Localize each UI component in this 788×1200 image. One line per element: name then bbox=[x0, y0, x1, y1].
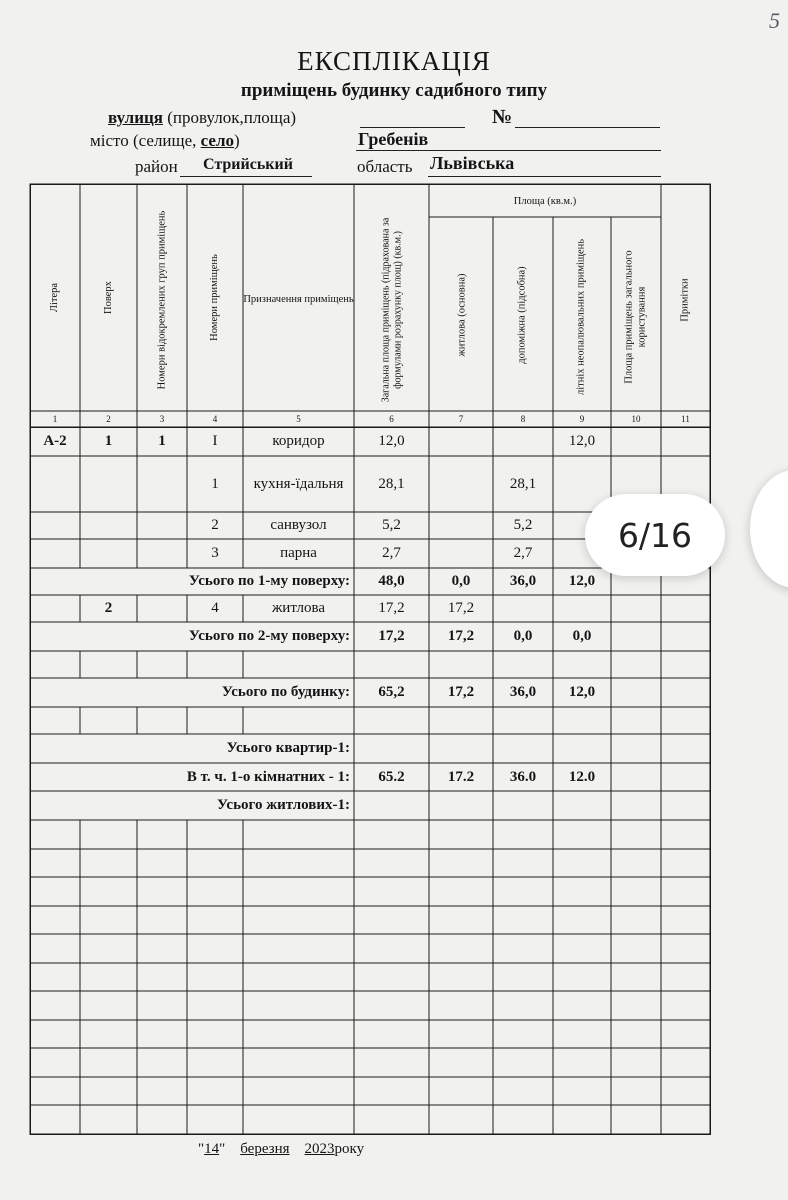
cell-purpose: парна bbox=[280, 545, 317, 561]
col-header-living: житлова (основна) bbox=[456, 273, 468, 357]
cell-aux-area: 28,1 bbox=[509, 475, 537, 492]
sum-house-aux: 36,0 bbox=[509, 684, 537, 700]
col-number: 7 bbox=[458, 414, 464, 424]
number-label: № bbox=[492, 106, 513, 128]
sum-house-total: 65,2 bbox=[378, 684, 405, 700]
cell-room: 2 bbox=[211, 517, 219, 533]
col-header-summer: літніх неопалювальних приміщень bbox=[575, 238, 587, 396]
cell-living-area: 17,2 bbox=[447, 600, 475, 616]
col-number: 10 bbox=[631, 414, 641, 424]
col-header-total-area: Загальна площа приміщень (підрахована за формулами розрахунку площ) (кв.м.) bbox=[380, 217, 404, 403]
col-number: 4 bbox=[212, 414, 218, 424]
cell-room: 1 bbox=[211, 475, 219, 492]
sum-floor2-aux: 0,0 bbox=[513, 628, 533, 644]
cell-purpose: коридор bbox=[272, 433, 325, 449]
sum-floor1-living: 0,0 bbox=[451, 573, 471, 589]
living-count-label: Усього житлових-1: bbox=[217, 797, 350, 813]
col-number: 11 bbox=[681, 414, 690, 424]
cell-total-area: 12,0 bbox=[378, 433, 405, 449]
cell-room: 3 bbox=[211, 545, 219, 561]
col-header-room-numbers: Номери приміщень bbox=[208, 254, 220, 341]
sum-floor2-total: 17,2 bbox=[378, 628, 405, 644]
cell-litera: А-2 bbox=[43, 433, 67, 449]
cell-purpose: житлова bbox=[271, 600, 326, 616]
cell-floor: 2 bbox=[104, 600, 113, 616]
district-value: Стрийський bbox=[203, 156, 293, 173]
cell-total-area: 28,1 bbox=[378, 475, 405, 492]
sum-house-label: Усього по будинку: bbox=[221, 684, 350, 700]
sum-floor2-living: 17,2 bbox=[447, 628, 475, 644]
cell-total-area: 17,2 bbox=[378, 600, 405, 616]
col-header-litera: Літера bbox=[48, 282, 60, 313]
sum-floor1-aux: 36,0 bbox=[509, 573, 537, 589]
city-value: Гребенів bbox=[358, 129, 429, 149]
sum-floor1-summer: 12,0 bbox=[568, 573, 596, 589]
cell-room: І bbox=[212, 433, 218, 449]
col-number: 9 bbox=[579, 414, 585, 424]
sum-floor1-total: 48,0 bbox=[378, 573, 405, 589]
one-room-total: 65.2 bbox=[378, 768, 405, 785]
col-number: 5 bbox=[296, 414, 301, 424]
sum-floor2-summer: 0,0 bbox=[572, 628, 592, 644]
doc-subtitle: приміщень будинку садибного типу bbox=[240, 80, 548, 101]
col-number: 8 bbox=[520, 414, 526, 424]
apartments-count-label: Усього квартир-1: bbox=[226, 740, 350, 756]
one-room-label: В т. ч. 1-о кімнатних - 1: bbox=[186, 768, 350, 785]
street-label: вулиця (провулок,площа) bbox=[108, 108, 297, 127]
document-date: "14" березня 2023року bbox=[198, 1141, 365, 1157]
sum-floor1-label: Усього по 1-му поверху: bbox=[188, 573, 350, 589]
col-header-area-group: Площа (кв.м.) bbox=[513, 195, 577, 207]
cell-room: 4 bbox=[211, 600, 219, 616]
city-label: місто (селище, село) bbox=[90, 131, 240, 150]
region-label: область bbox=[357, 157, 413, 176]
col-header-common-area: Площа приміщень загального користування bbox=[623, 250, 648, 384]
col-number: 6 bbox=[389, 414, 394, 424]
col-number: 1 bbox=[52, 414, 58, 424]
cell-aux-area: 5,2 bbox=[513, 517, 533, 533]
sum-floor2-label: Усього по 2-му поверху: bbox=[188, 628, 350, 644]
one-room-summer: 12.0 bbox=[568, 768, 596, 785]
cell-purpose: кухня-їдальня bbox=[253, 475, 344, 492]
sum-house-summer: 12,0 bbox=[568, 684, 596, 700]
col-header-notes: Примітки bbox=[679, 278, 691, 322]
cell-floor: 1 bbox=[104, 433, 113, 449]
one-room-aux: 36.0 bbox=[509, 768, 537, 785]
cell-group: 1 bbox=[158, 433, 166, 449]
cell-aux-area: 2,7 bbox=[513, 545, 533, 561]
handwritten-page-number: 5 bbox=[769, 8, 780, 33]
col-number: 3 bbox=[159, 414, 165, 424]
cell-summer-area: 12,0 bbox=[568, 433, 596, 449]
one-room-living: 17.2 bbox=[447, 768, 475, 785]
page-indicator-badge[interactable]: 6/16 bbox=[585, 494, 725, 576]
cell-total-area: 2,7 bbox=[382, 545, 401, 561]
region-value: Львівська bbox=[430, 153, 515, 173]
col-number: 2 bbox=[106, 414, 111, 424]
col-header-purpose: Призначення приміщень bbox=[243, 293, 354, 305]
doc-title: ЕКСПЛІКАЦІЯ bbox=[297, 46, 491, 76]
district-label: район bbox=[135, 157, 178, 176]
cell-purpose: санвузол bbox=[270, 517, 327, 533]
col-header-auxiliary: допоміжна (підсобна) bbox=[516, 266, 528, 364]
col-header-floor: Поверх bbox=[102, 281, 114, 314]
cell-total-area: 5,2 bbox=[382, 517, 401, 533]
sum-house-living: 17,2 bbox=[447, 684, 475, 700]
col-header-group-numbers: Номери відокремлених груп приміщень bbox=[156, 210, 168, 390]
